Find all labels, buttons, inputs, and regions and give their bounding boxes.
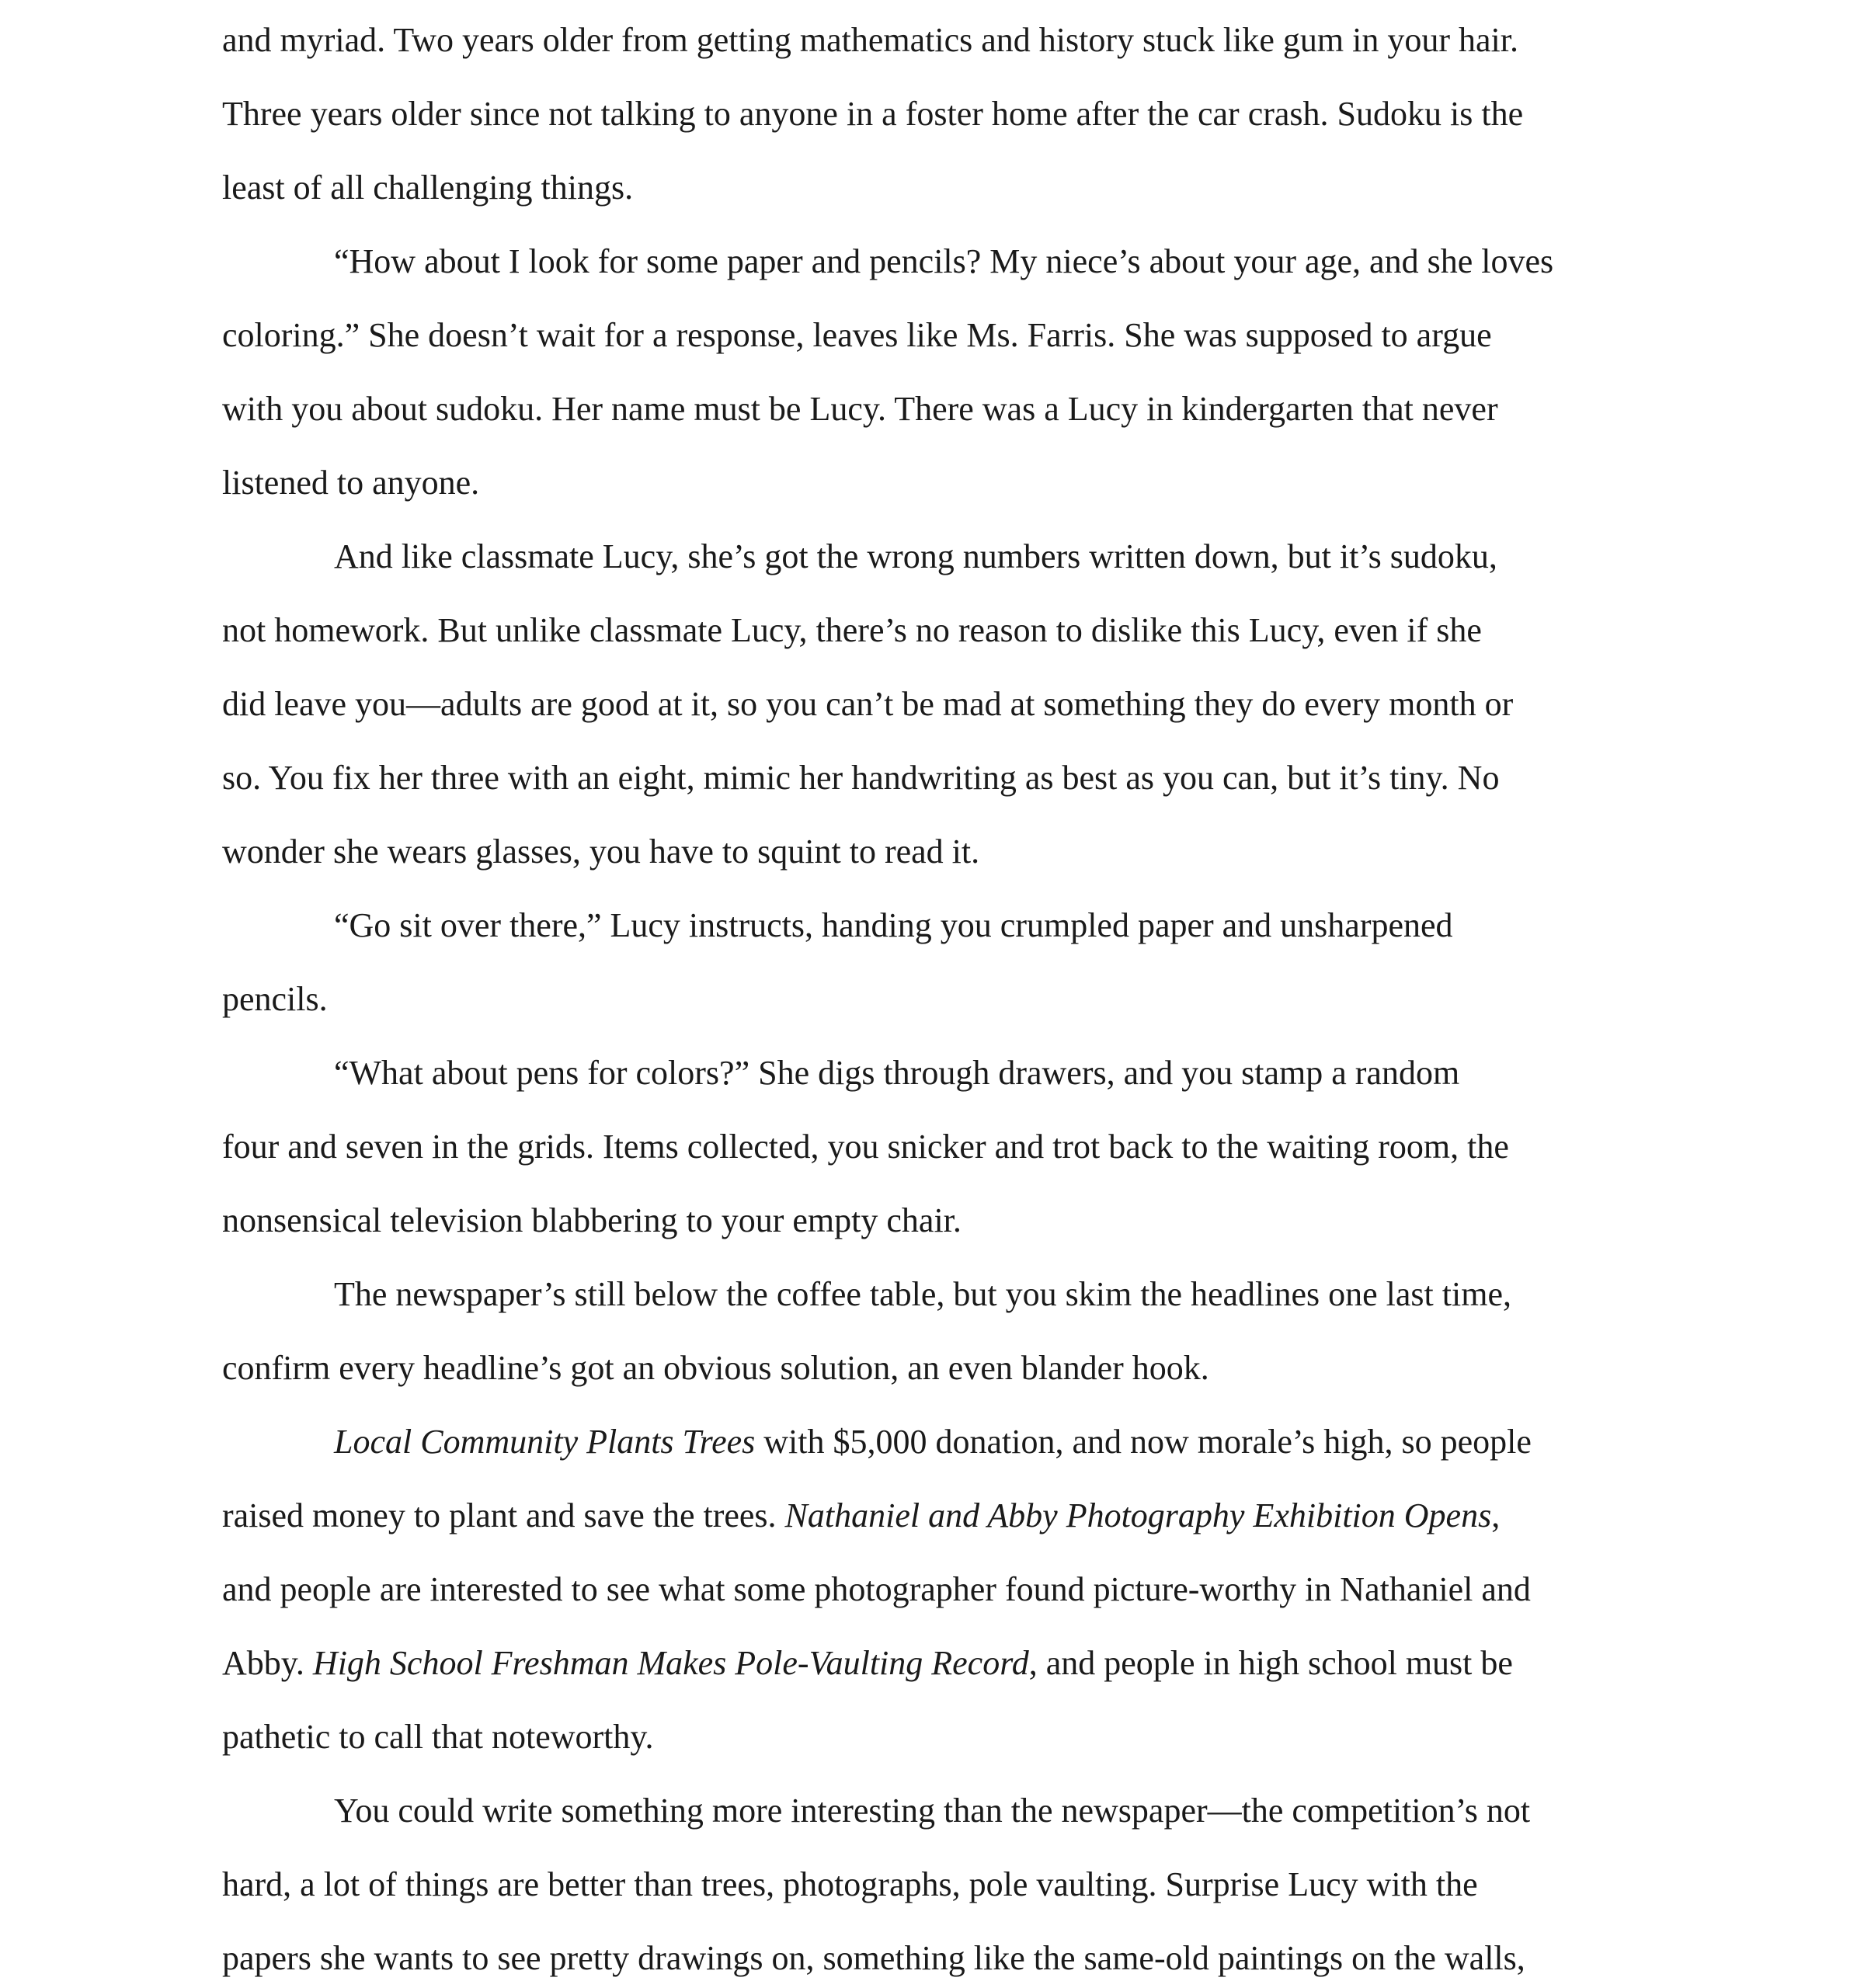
paragraph-first-line: The newspaper’s still below the coffee table, but you skim the headlines one last time, — [334, 1275, 1511, 1313]
text-line: confirm every headline’s got an obvious solution, an even blander hook. — [222, 1349, 1209, 1387]
text-run: raised money to plant and save the trees. — [222, 1496, 785, 1534]
text-run: , and people in high school must be — [1028, 1644, 1513, 1682]
paragraph-first-line: You could write something more interesting than the newspaper—the competition’s not — [334, 1792, 1531, 1830]
text-line: coloring.” She doesn’t wait for a response, leaves like Ms. Farris. She was supposed to argue — [222, 316, 1492, 354]
text-line: with you about sudoku. Her name must be Lucy. There was a Lucy in kindergarten that never — [222, 390, 1498, 428]
text-line: four and seven in the grids. Items collected, you snicker and trot back to the waiting room, the — [222, 1128, 1509, 1166]
text-line — [222, 1640, 1513, 1687]
paragraph-first-line: “What about pens for colors?” She digs through drawers, and you stamp a random — [334, 1054, 1460, 1092]
text-line: hard, a lot of things are better than trees, photographs, pole vaulting. Surprise Lucy with the — [222, 1865, 1478, 1903]
text-line: not homework. But unlike classmate Lucy, there’s no reason to dislike this Lucy, even if she — [222, 611, 1482, 649]
text-line: pencils. — [222, 980, 328, 1018]
paragraph-first-line: “How about I look for some paper and pencils? My niece’s about your age, and she loves — [334, 242, 1554, 280]
text-run: , — [1491, 1496, 1501, 1534]
text-line: pathetic to call that noteworthy. — [222, 1718, 654, 1756]
text-run: Abby. — [222, 1644, 313, 1682]
text-line: papers she wants to see pretty drawings on, something like the same-old paintings on the walls, — [222, 1939, 1525, 1977]
text-run: with $5,000 donation, and now morale’s high, so people — [755, 1423, 1532, 1461]
text-line: and people are interested to see what some photographer found picture-worthy in Nathaniel and — [222, 1570, 1531, 1608]
text-line — [222, 1493, 1500, 1539]
text-line: nonsensical television blabbering to your empty chair. — [222, 1201, 962, 1239]
text-line: Three years older since not talking to anyone in a foster home after the car crash. Sudoku is the — [222, 95, 1524, 133]
text-line: did leave you—adults are good at it, so you can’t be mad at something they do every month or — [222, 685, 1514, 723]
paragraph-first-line: “Go sit over there,” Lucy instructs, handing you crumpled paper and unsharpened — [334, 906, 1453, 944]
headline-title: Local Community Plants Trees — [334, 1423, 756, 1461]
paragraph-first-line — [334, 1419, 1532, 1465]
text-line: wonder she wears glasses, you have to squint to read it. — [222, 832, 980, 871]
paragraph-first-line: And like classmate Lucy, she’s got the wrong numbers written down, but it’s sudoku, — [334, 537, 1497, 575]
headline-title: Nathaniel and Abby Photography Exhibition Opens — [784, 1496, 1492, 1534]
text-line: so. You fix her three with an eight, mimic her handwriting as best as you can, but it’s tiny. No — [222, 759, 1500, 797]
text-line: and myriad. Two years older from getting mathematics and history stuck like gum in your hair. — [222, 21, 1518, 59]
text-line: least of all challenging things. — [222, 169, 634, 207]
text-line: listened to anyone. — [222, 464, 480, 502]
headline-title: High School Freshman Makes Pole-Vaulting Record — [312, 1644, 1029, 1682]
